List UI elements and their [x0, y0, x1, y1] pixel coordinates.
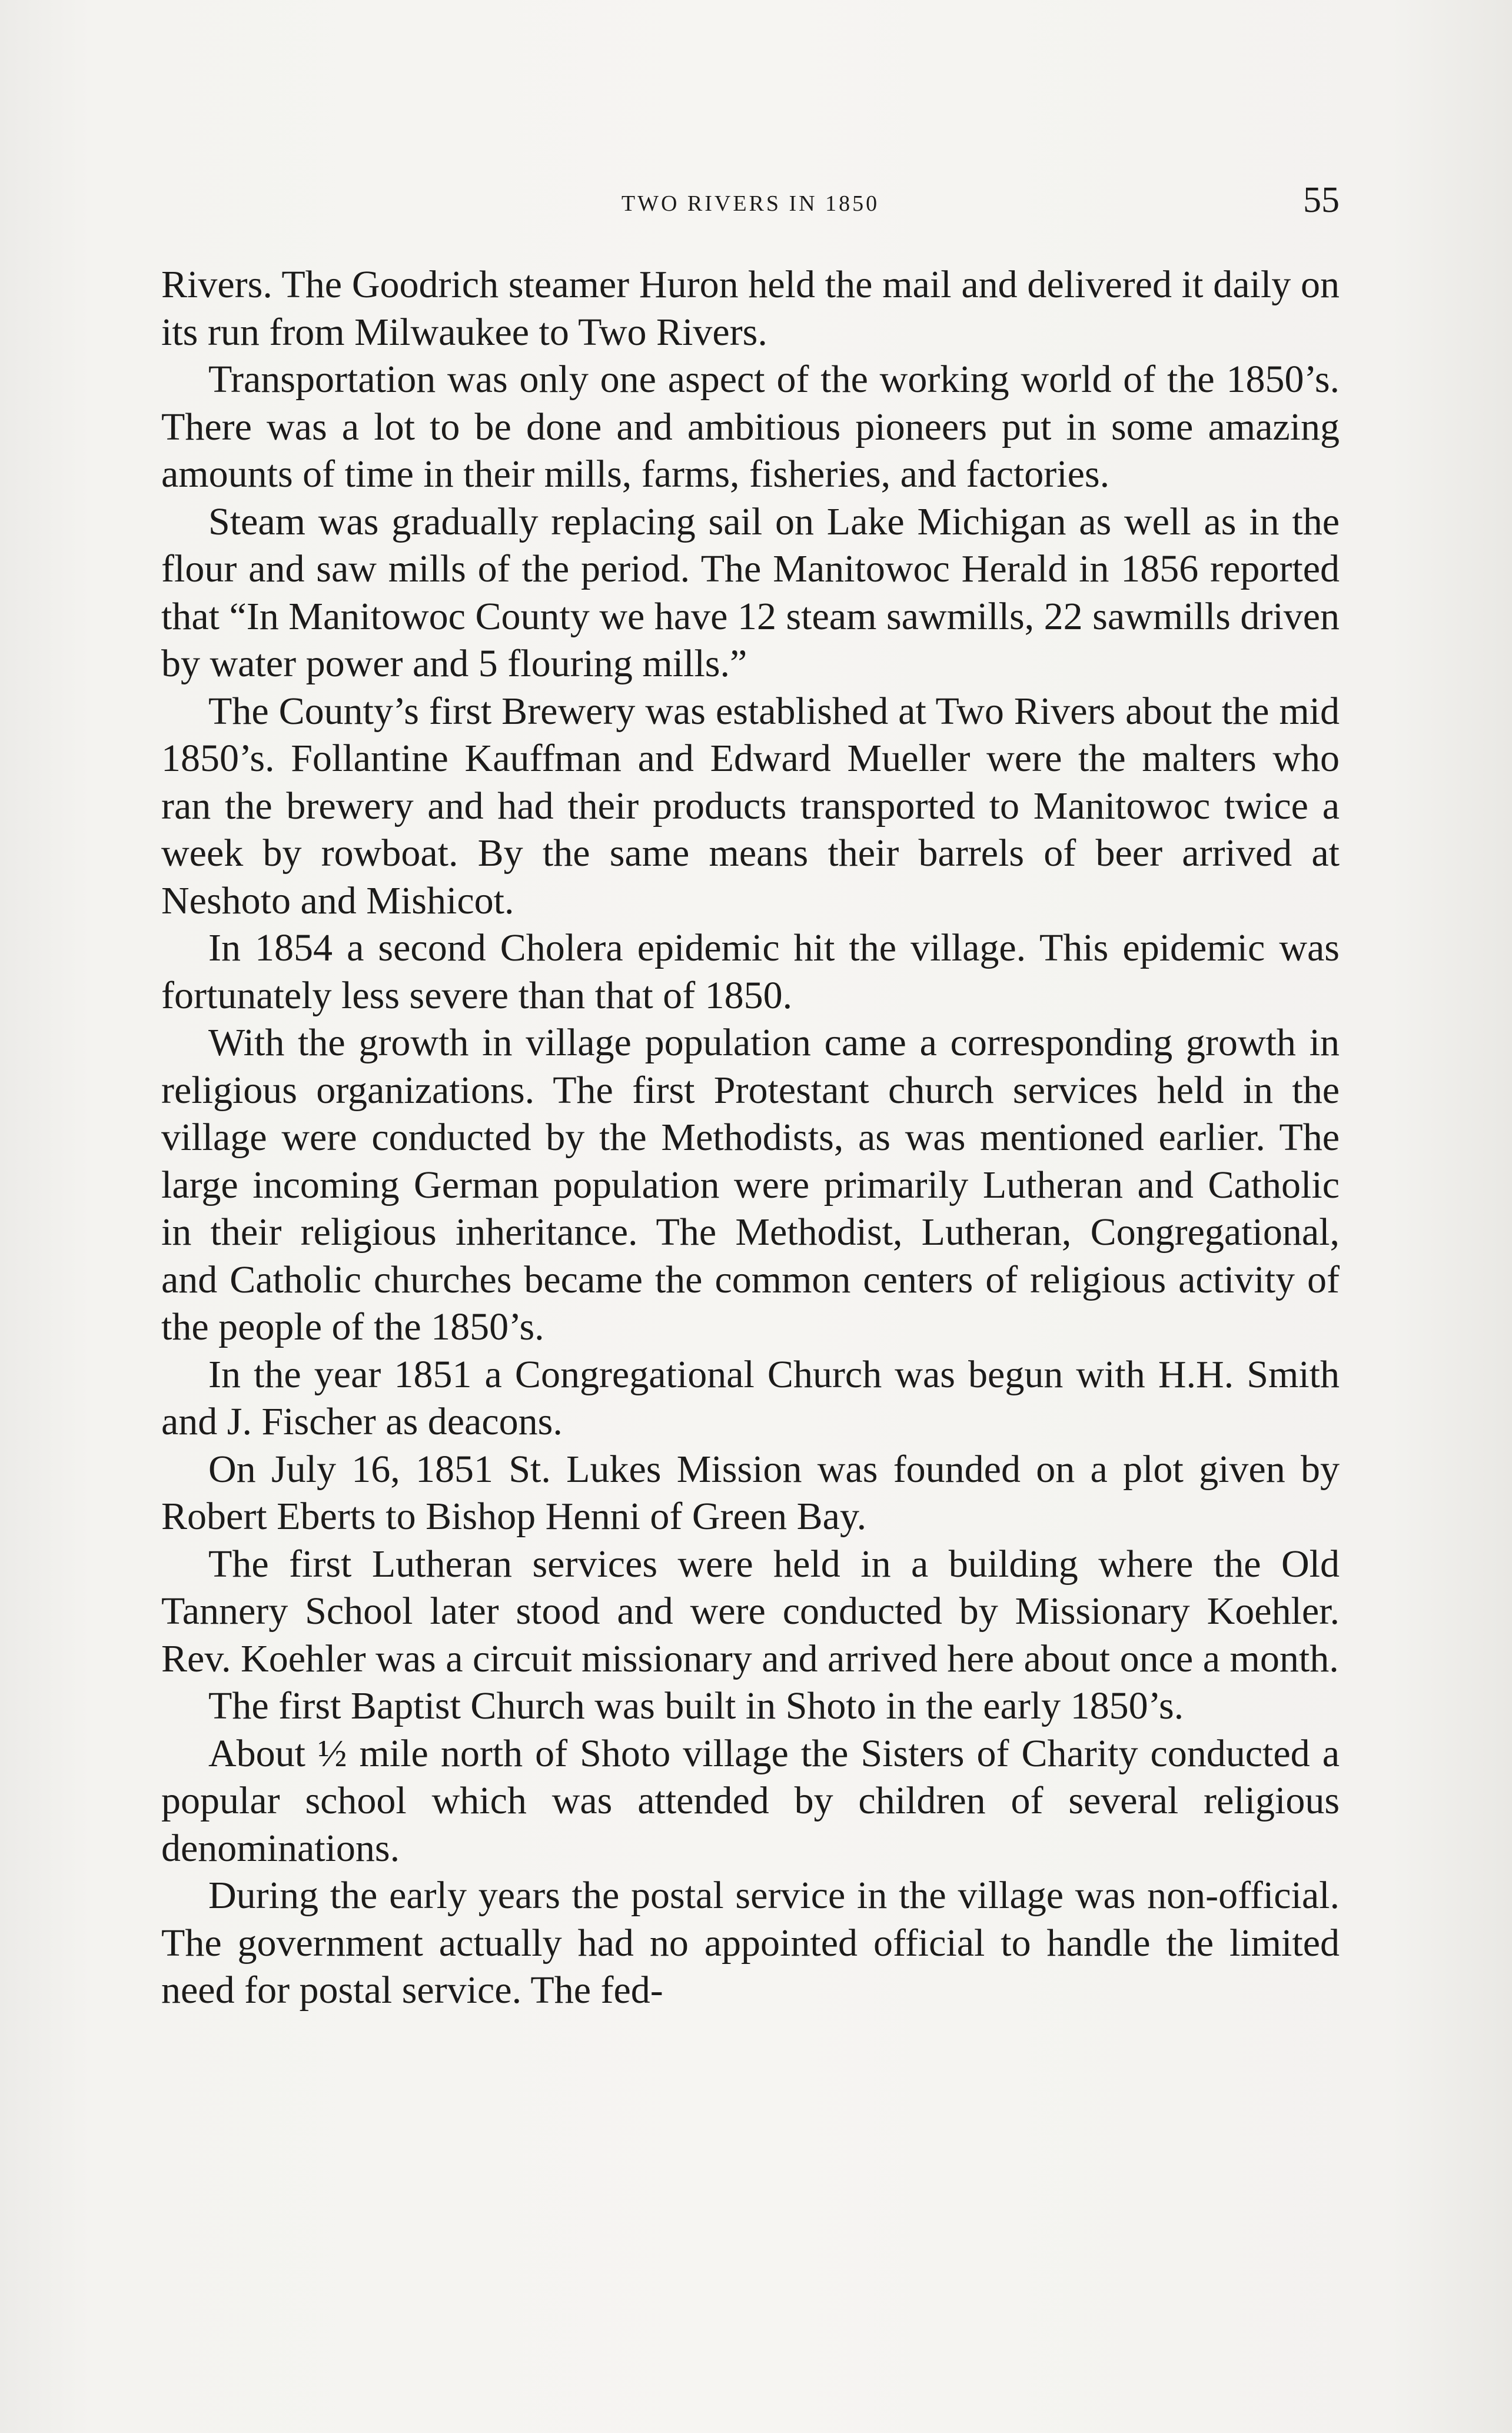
- paragraph: In 1854 a second Cholera epidemic hit the village. This epidemic was fortunately less severe than that of 1850.: [161, 926, 1340, 1017]
- paragraph: With the growth in village population came a corresponding growth in religious organizations. The first Protestant church services held in the village were conducted by the Methodists, as was mentioned earlier. The large incoming German population were primarily Lutheran and Catholic in their religious inheritance. The Methodist, Lutheran, Congregational, and Catholic churches became the common centers of religious activity of the people of the 1850’s.: [161, 1021, 1340, 1348]
- paragraph: In the year 1851 a Congregational Church was begun with H.H. Smith and J. Fischer as deacons.: [161, 1352, 1340, 1443]
- paragraph: The first Baptist Church was built in Shoto in the early 1850’s.: [208, 1684, 1184, 1727]
- paragraph: During the early years the postal service in the village was non-official. The government actually had no appointed official to handle the limited need for postal service. The fed-: [161, 1874, 1340, 2012]
- running-head: [161, 177, 1340, 224]
- paragraph: About ½ mile north of Shoto village the Sisters of Charity conducted a popular school which was attended by children of several religious denominations.: [161, 1731, 1340, 1870]
- paragraph: The County’s first Brewery was established at Two Rivers about the mid 1850’s. Follantine Kauffman and Edward Mueller were the malters who ran the brewery and had their products transported to Manitowoc twice a week by rowboat. By the same means their barrels of beer arrived at Neshoto and Mishicot.: [161, 689, 1340, 922]
- body-text: [161, 261, 1340, 2015]
- paragraph: On July 16, 1851 St. Lukes Mission was founded on a plot given by Robert Eberts to Bishop Henni of Green Bay.: [161, 1447, 1340, 1538]
- paragraph: The first Lutheran services were held in a building where the Old Tannery School later stood and were conducted by Missionary Koehler. Rev. Koehler was a circuit missionary and arrived here about once a month.: [161, 1542, 1340, 1680]
- paragraph: Transportation was only one aspect of the working world of the 1850’s. There was a lot to be done and ambitious pioneers put in some amazing amounts of time in their mills, farms, fisheries, and factories.: [161, 358, 1340, 496]
- page-number: 55: [1303, 180, 1340, 220]
- running-title: two rivers in 1850: [621, 182, 880, 218]
- paragraph: Steam was gradually replacing sail on Lake Michigan as well as in the flour and saw mills of the period. The Manitowoc Herald in 1856 reported that “In Manitowoc County we have 12 steam sawmills, 22 sawmills driven by water power and 5 flouring mills.”: [161, 500, 1340, 685]
- paragraph: Rivers. The Goodrich steamer Huron held the mail and delivered it daily on its run from Milwaukee to Two Rivers.: [161, 263, 1340, 354]
